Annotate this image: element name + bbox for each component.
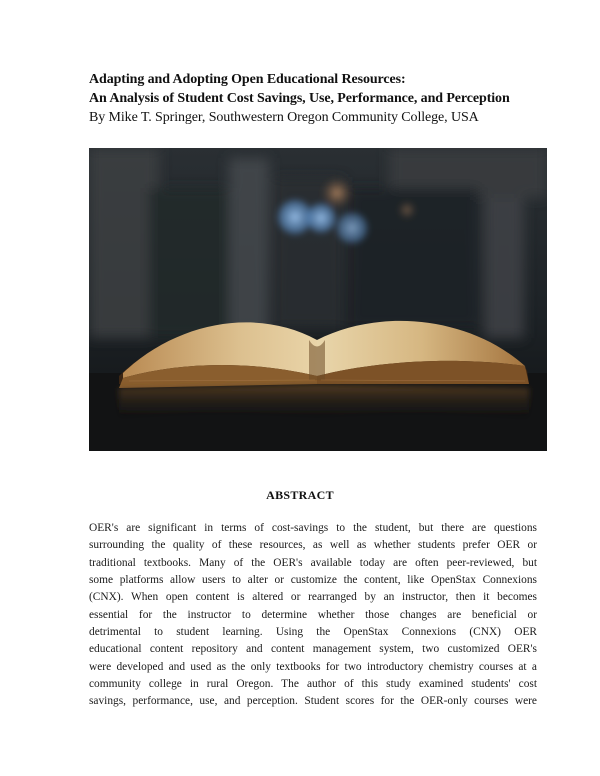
abstract-body (89, 520, 537, 711)
abstract-line: were developed and used as the only textbooks for two introductory chemistry courses at a (89, 660, 537, 673)
abstract-line: essential for the instructor to determine whether those changes are beneficial or (89, 608, 537, 621)
title-line-1: Adapting and Adopting Open Educational Resources: (89, 72, 406, 87)
abstract-line: savings, performance, use, and perception. Student scores for the OER-only courses were (89, 695, 537, 708)
abstract-line: (CNX). When open content is altered or rearranged by an instructor, then it becomes (89, 591, 537, 604)
title-line-2: An Analysis of Student Cost Savings, Use, Performance, and Perception (89, 91, 510, 106)
abstract-line: OER's are significant in terms of cost-savings to the student, but there are questions (89, 522, 537, 534)
abstract-line: surrounding the quality of these resources, as well as whether students prefer OER or (89, 539, 537, 552)
open-book-illustration (89, 148, 547, 451)
title-block (89, 70, 539, 127)
abstract-line: some platforms allow users to alter or customize the content, like OpenStax Connexions (89, 574, 537, 587)
author-byline: By Mike T. Springer, Southwestern Oregon Community College, USA (89, 110, 479, 125)
abstract-line: detrimental to student learning. Using the OpenStax Connexions (CNX) OER (89, 626, 537, 639)
abstract-line: community college in rural Oregon. The author of this study examined students' cost (89, 678, 537, 691)
open-book-photo (89, 148, 547, 451)
abstract-line: traditional textbooks. Many of the OER's available today are often peer-reviewed, but (89, 556, 537, 569)
abstract-line: educational content repository and content management system, two customized OER's (89, 643, 537, 656)
abstract-heading: ABSTRACT (266, 488, 334, 502)
